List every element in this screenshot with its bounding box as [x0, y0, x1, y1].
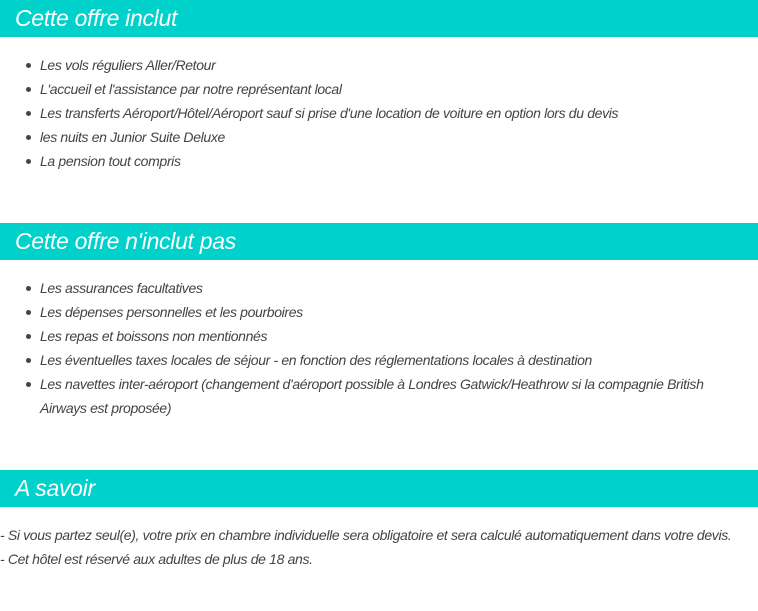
list-item: Les repas et boissons non mentionnés: [0, 324, 730, 348]
list-item: Les navettes inter-aéroport (changement d'aéroport possible à Londres Gatwick/Heathrow si la compagnie British Airways est proposée): [0, 372, 730, 420]
list-item: Les transferts Aéroport/Hôtel/Aéroport sauf si prise d'une location de voiture en option lors du devis: [0, 101, 730, 125]
section-title: Cette offre n'inclut pas: [0, 223, 758, 260]
info-line: - Si vous partez seul(e), votre prix en chambre individuelle sera obligatoire et sera calculé automatiquement dans votre devis.: [0, 527, 732, 543]
list-item: Les dépenses personnelles et les pourboires: [0, 300, 730, 324]
list-item: La pension tout compris: [0, 149, 730, 173]
info-line: - Cet hôtel est réservé aux adultes de plus de 18 ans.: [0, 551, 313, 567]
section-not-included: [0, 223, 758, 416]
section-title: A savoir: [0, 470, 758, 507]
list-item: Les assurances facultatives: [0, 276, 730, 300]
list-item: L'accueil et l'assistance par notre représentant local: [0, 77, 730, 101]
list-item: Les éventuelles taxes locales de séjour - en fonction des réglementations locales à destination: [0, 348, 730, 372]
list-item: Les vols réguliers Aller/Retour: [0, 53, 730, 77]
not-included-list: [0, 276, 730, 420]
section-good-to-know: [0, 470, 758, 567]
section-included: [0, 0, 758, 169]
list-item: les nuits en Junior Suite Deluxe: [0, 125, 730, 149]
info-paragraph: [0, 523, 755, 571]
included-list: [0, 53, 730, 173]
section-title: Cette offre inclut: [0, 0, 758, 37]
